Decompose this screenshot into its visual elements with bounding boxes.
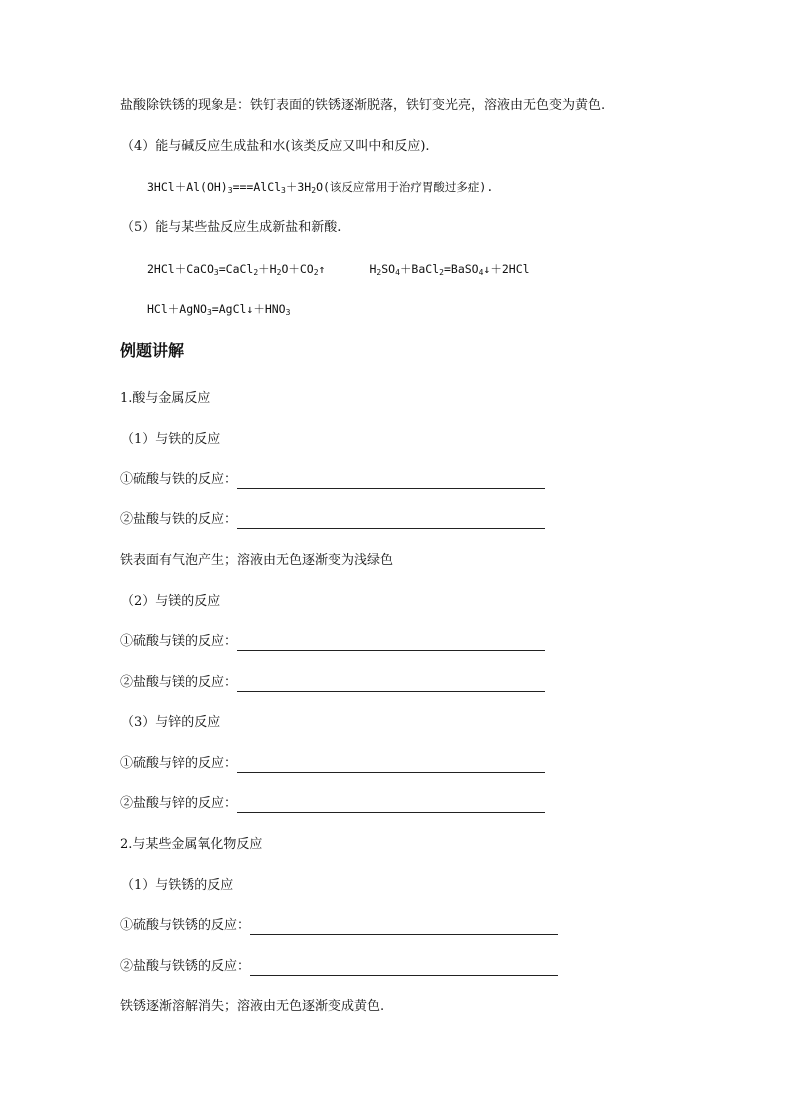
answer-blank[interactable] — [237, 636, 545, 651]
answer-blank[interactable] — [237, 474, 545, 489]
item4-equation: $3HCl+Al(OH)_3===AlCl_3+3H_2O$(该反应常用于治疗胃酸过多症). — [147, 180, 494, 195]
q2-sub1: （1）与铁锈的反应 — [121, 878, 234, 893]
q1-sub3-b: ②盐酸与锌的反应： — [120, 795, 545, 813]
item5-equations-row — [147, 260, 530, 278]
answer-blank[interactable] — [237, 798, 545, 813]
q1-sub2-a: ①硫酸与镁的反应： — [120, 633, 545, 651]
q1-sub1-a: ①硫酸与铁的反应： — [120, 471, 545, 489]
answer-blank[interactable] — [250, 920, 558, 935]
rust-removal-text: 盐酸除铁锈的现象是：铁钉表面的铁锈逐渐脱落，铁钉变光亮，溶液由无色变为黄色. — [120, 98, 606, 113]
equation-hcl-agno3: $HCl+AgNO_3=AgCl↓+HNO_3$ — [147, 302, 291, 317]
q1-sub1-note: 铁表面有气泡产生；溶液由无色逐渐变为浅绿色 — [120, 553, 394, 568]
answer-blank[interactable] — [237, 758, 545, 773]
answer-blank[interactable] — [250, 961, 558, 976]
q2-title: 2.与某些金属氧化物反应 — [120, 837, 263, 852]
q1-sub1: （1）与铁的反应 — [121, 432, 221, 447]
equation-hcl-caco3: $2HCl+CaCO_3=CaCl_2+H_2O+CO_2↑$ — [147, 262, 326, 277]
q1-sub3: （3）与锌的反应 — [121, 715, 221, 730]
q1-sub1-b: ②盐酸与铁的反应： — [120, 511, 545, 529]
answer-blank[interactable] — [237, 514, 545, 529]
q2-sub1-b: ②盐酸与铁锈的反应： — [120, 958, 558, 976]
equation-h2so4-bacl2: $H_2SO_4+BaCl_2=BaSO_4↓+2HCl$ — [369, 262, 530, 277]
item4-text: （4）能与碱反应生成盐和水(该类反应又叫中和反应). — [121, 139, 430, 154]
q2-note: 铁锈逐渐溶解消失；溶液由无色逐渐变成黄色. — [120, 999, 385, 1014]
q1-sub2-b: ②盐酸与镁的反应： — [120, 674, 545, 692]
section-heading: 例题讲解 — [120, 341, 185, 360]
q1-sub3-a: ①硫酸与锌的反应： — [120, 755, 545, 773]
answer-blank[interactable] — [237, 677, 545, 692]
item5-text: （5）能与某些盐反应生成新盐和新酸. — [121, 220, 342, 235]
q2-sub1-a: ①硫酸与铁锈的反应： — [120, 917, 558, 935]
q1-title: 1.酸与金属反应 — [120, 391, 211, 406]
q1-sub2: （2）与镁的反应 — [121, 594, 221, 609]
